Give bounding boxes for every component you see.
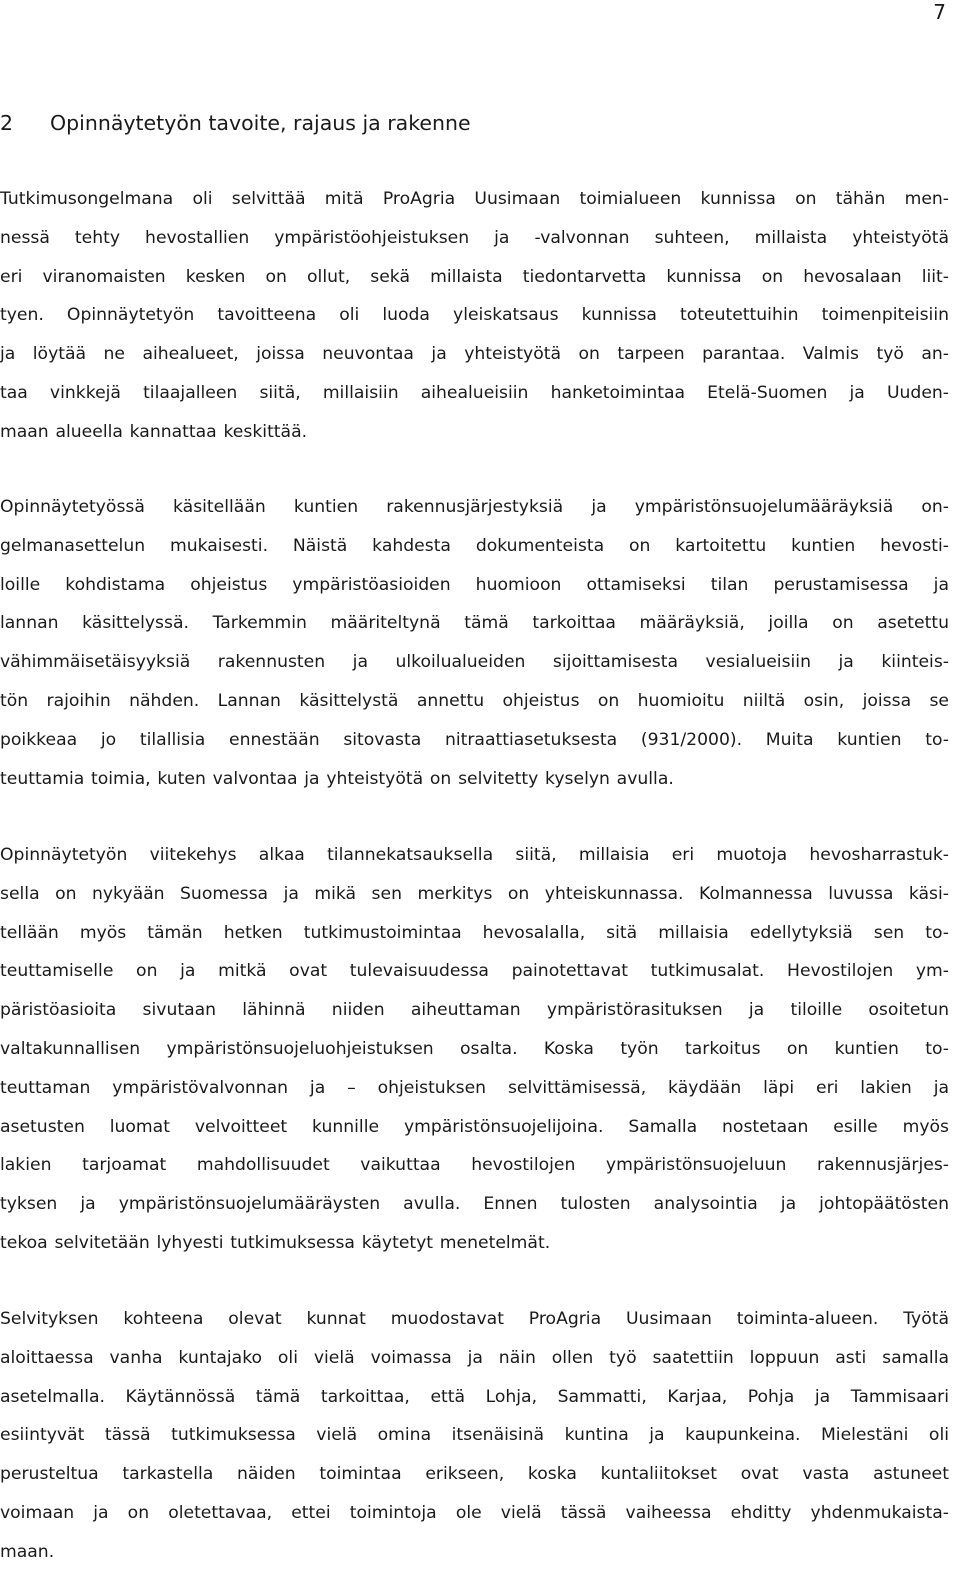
text-line: sella on nykyään Suomessa ja mikä sen merkitys on yhteiskunnassa. Kolmannessa luvussa käsi- <box>0 883 949 904</box>
text-line: asetelmalla. Käytännössä tämä tarkoittaa, että Lohja, Sammatti, Karjaa, Pohja ja Tammisaari <box>0 1386 949 1407</box>
text-line: päristöasioita sivutaan lähinnä niiden aiheuttaman ympäristörasituksen ja tiloille osoitetun <box>0 1000 949 1021</box>
text-line: vähimmäisetäisyyksiä rakennusten ja ulkoilualueiden sijoittamisesta vesialueisiin ja kiinteis- <box>0 652 949 673</box>
paragraph-framework <box>0 836 949 1263</box>
text-line: esiintyvät tässä tutkimuksessa vielä omina itsenäisinä kuntina ja kaupunkeina. Mielestäni oli <box>0 1425 949 1446</box>
text-line: tön rajoihin nähden. Lannan käsittelystä annettu ohjeistus on huomioitu niiltä osin, joissa se <box>0 690 949 711</box>
text-line: Opinnäytetyössä käsitellään kuntien rakennusjärjestyksiä ja ympäristönsuojelumääräyksiä on- <box>0 497 949 517</box>
text-line: tyen. Opinnäytetyön tavoitteena oli luoda yleiskatsaus kunnissa toteutettuihin toimenpiteisiin <box>0 305 949 326</box>
text-line: perusteltua tarkastella näiden toimintaa erikseen, koska kuntaliitokset ovat vasta astuneet <box>0 1464 949 1485</box>
text-line: Opinnäytetyön viitekehys alkaa tilannekatsauksella siitä, millaisia eri muotoja hevosharrastuk- <box>0 845 949 865</box>
text-line: tellään myös tämän hetken tutkimustoimintaa hevosalalla, sitä millaisia edellytyksiä sen to- <box>0 922 949 943</box>
text-line: lakien tarjoamat mahdollisuudet vaikuttaa hevostilojen ympäristönsuojeluun rakennusjärjes- <box>0 1155 949 1176</box>
paragraph-research-problem <box>0 180 949 452</box>
section-number: 2 <box>0 111 14 135</box>
text-line: teuttamia toimia, kuten valvontaa ja yhteistyötä on selvitetty kyselyn avulla. <box>0 768 674 789</box>
text-line: teuttamiselle on ja mitkä ovat tulevaisuudessa painotettavat tutkimusalat. Hevostilojen ym- <box>0 961 949 982</box>
text-line: nessä tehty hevostallien ympäristöohjeistuksen ja -valvonnan suhteen, millaista yhteistyötä <box>0 227 949 248</box>
text-line: eri viranomaisten kesken on ollut, sekä millaista tiedontarvetta kunnissa on hevosalaan liit- <box>0 266 949 287</box>
section-title: Opinnäytetyön tavoite, rajaus ja rakenne <box>50 111 471 135</box>
text-line: valtakunnallisen ympäristönsuojeluohjeistuksen osalta. Koska työn tarkoitus on kuntien to- <box>0 1038 949 1059</box>
text-line: ja löytää ne aihealueet, joissa neuvontaa ja yhteistyötä on tarpeen parantaa. Valmis työ an- <box>0 344 949 365</box>
text-line: aloittaessa vanha kuntajako oli vielä voimassa ja näin ollen työ saatettiin loppuun asti samalla <box>0 1347 949 1368</box>
text-line: maan. <box>0 1541 55 1562</box>
text-line: lannan käsittelyssä. Tarkemmin määriteltynä tämä tarkoittaa määräyksiä, joilla on asetettu <box>0 613 949 634</box>
text-line: voimaan ja on oletettavaa, ettei toimintoja ole vielä tässä vaiheessa ehditty yhdenmukaista- <box>0 1502 949 1523</box>
paragraph-municipalities <box>0 1300 949 1572</box>
text-line: teuttaman ympäristövalvonnan ja – ohjeistuksen selvittämisessä, käydään läpi eri lakien ja <box>0 1077 949 1098</box>
section-heading <box>0 110 471 136</box>
text-line: Selvityksen kohteena olevat kunnat muodostavat ProAgria Uusimaan toiminta-alueen. Työtä <box>0 1309 949 1329</box>
text-line: asetusten luomat velvoitteet kunnille ympäristönsuojelijoina. Samalla nostetaan esille myös <box>0 1116 949 1137</box>
text-line: gelmanasettelun mukaisesti. Näistä kahdesta dokumenteista on kartoitettu kuntien hevosti- <box>0 535 949 556</box>
text-line: tyksen ja ympäristönsuojelumääräysten avulla. Ennen tulosten analysointia ja johtopäätösten <box>0 1194 949 1215</box>
text-line: poikkeaa jo tilallisia ennestään sitovasta nitraattiasetuksesta (931/2000). Muita kuntien to- <box>0 729 949 750</box>
paragraph-scope <box>0 488 949 798</box>
text-line: loille kohdistama ohjeistus ympäristöasioiden huomioon ottamiseksi tilan perustamisessa ja <box>0 574 949 595</box>
page-number: 7 <box>933 0 946 24</box>
text-line: tekoa selvitetään lyhyesti tutkimuksessa käytetyt menetelmät. <box>0 1232 551 1253</box>
text-line: taa vinkkejä tilaajalleen siitä, millaisiin aihealueisiin hanketoimintaa Etelä-Suomen ja Uuden- <box>0 382 949 403</box>
text-line: Tutkimusongelmana oli selvittää mitä ProAgria Uusimaan toimialueen kunnissa on tähän men- <box>0 189 949 209</box>
text-line: maan alueella kannattaa keskittää. <box>0 421 308 442</box>
